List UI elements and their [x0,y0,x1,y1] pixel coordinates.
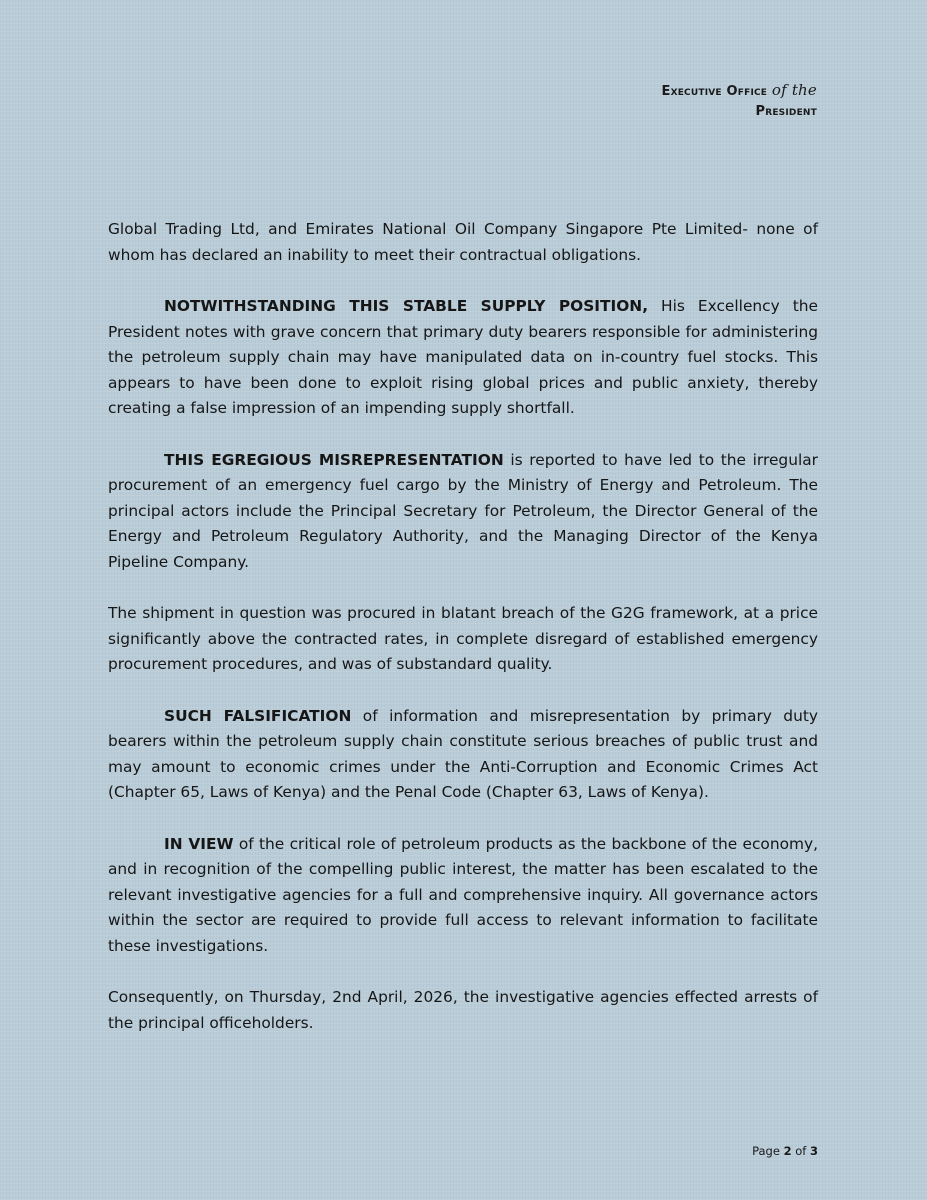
paragraph-in-view [108,832,818,960]
paragraph-lead: SUCH FALSIFICATION [164,706,352,725]
page-of-label: of [795,1144,807,1158]
paragraph-misrepresentation [108,448,818,576]
paragraph-notwithstanding [108,294,818,422]
page-total: 3 [809,1144,818,1158]
paragraph-shipment [108,601,818,678]
paragraph-text: The shipment in question was procured in blatant breach of the G2G framework, at a price significantly above the contracted rates, in complete disregard of established emergency procurement procedures, and was of substandard quality. [108,604,818,673]
document-body [108,217,818,1062]
paragraph-lead: THIS EGREGIOUS MISREPRESENTATION [164,450,504,469]
letterhead-line-1 [661,80,817,102]
letterhead-executive-office: Executive Office [661,84,768,99]
letterhead [661,80,817,122]
page-number [752,1144,818,1158]
paragraph-text: of the critical role of petroleum products as the backbone of the economy, and in recognition of the compelling public interest, the matter has been escalated to the relevant investigative agencies for a full and comprehensive inquiry. All governance actors within the sector are required to provide full access to relevant information to facilitate these investigations. [108,834,819,955]
paragraph-consequently [108,985,818,1036]
paragraph-lead: NOTWITHSTANDING THIS STABLE SUPPLY POSITION, [164,297,649,315]
paragraph-text: Global Trading Ltd, and Emirates National Oil Company Singapore Pte Limited- none of whom has declared an inability to meet their contractual obligations. [108,220,818,264]
letterhead-of-the: of the [771,81,817,99]
letterhead-president: President [755,104,817,119]
paragraph-lead: IN VIEW [164,834,234,853]
page-current: 2 [783,1144,792,1158]
paragraph-text: is reported to have led to the irregular procurement of an emergency fuel cargo by the Ministry of Energy and Petroleum. The principal actors include the Principal Secretary for Petroleum, the Director General of the Energy and Petroleum Regulatory Authority, and the Managing Director of the Kenya Pipeline Company. [108,450,818,571]
paragraph-text: Consequently, on Thursday, 2nd April, 2026, the investigative agencies effected arrests of the principal officeholders. [108,988,818,1032]
paragraph-text: His Excellency the President notes with grave concern that primary duty bearers responsible for administering the petroleum supply chain may have manipulated data on in-country fuel stocks. This appears to have been done to exploit rising global prices and public anxiety, thereby creating a false impression of an impending supply shortfall. [108,297,819,417]
page-label: Page [752,1144,780,1158]
paragraph-text: of information and misrepresentation by primary duty bearers within the petroleum supply chain constitute serious breaches of public trust and may amount to economic crimes under the Anti-Corruption and Economic Crimes Act (Chapter 65, Laws of Kenya) and the Penal Code (Chapter 63, Laws of Kenya). [108,706,818,801]
paragraph-falsification [108,704,818,806]
paragraph-continuation [108,217,818,268]
